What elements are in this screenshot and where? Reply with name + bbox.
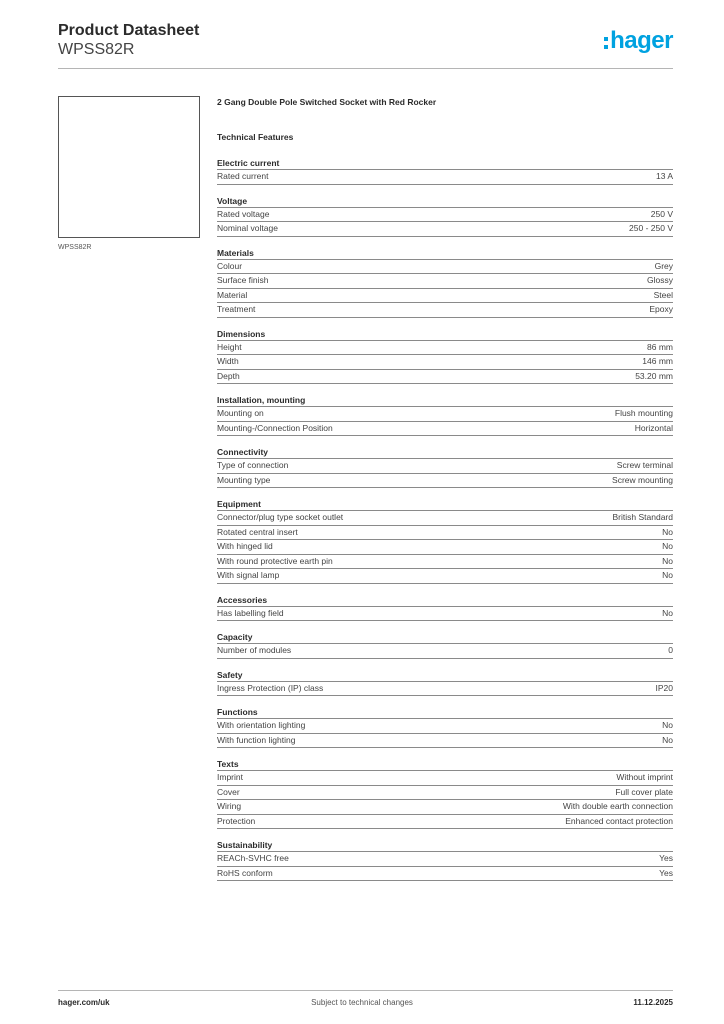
feature-row: [217, 555, 673, 570]
feature-row: [217, 407, 673, 422]
feature-row: [217, 422, 673, 437]
feature-value: Yes: [659, 867, 673, 878]
feature-section: [217, 669, 673, 697]
feature-row: [217, 852, 673, 867]
technical-features-title: Technical Features: [217, 132, 294, 142]
product-code: WPSS82R: [58, 41, 135, 58]
feature-row: [217, 771, 673, 786]
section-title: Accessories: [217, 594, 673, 607]
feature-value: No: [662, 526, 673, 537]
feature-label: Nominal voltage: [217, 223, 278, 233]
feature-value: Yes: [659, 853, 673, 863]
feature-row: [217, 208, 673, 223]
feature-label: REACh-SVHC free: [217, 853, 289, 863]
feature-value: 86 mm: [647, 341, 673, 352]
feature-label: Colour: [217, 260, 243, 271]
document-title: Product Datasheet: [58, 22, 200, 39]
feature-row: [217, 800, 673, 815]
feature-row: [217, 786, 673, 801]
feature-value: Without imprint: [616, 772, 673, 782]
feature-section: [217, 195, 673, 237]
feature-value: 0: [668, 645, 673, 655]
feature-value: IP20: [655, 682, 673, 693]
feature-section: [217, 157, 673, 185]
feature-label: Ingress Protection (IP) class: [217, 682, 324, 693]
feature-row: [217, 355, 673, 370]
feature-section: [217, 839, 673, 881]
feature-label: Cover: [217, 786, 240, 797]
feature-label: Surface finish: [217, 275, 269, 285]
feature-value: Horizontal: [634, 422, 673, 433]
footer-divider: [58, 990, 673, 991]
feature-section: [217, 394, 673, 436]
feature-row: [217, 644, 673, 659]
section-title: Sustainability: [217, 839, 673, 852]
feature-row: [217, 341, 673, 356]
feature-value: Screw terminal: [616, 460, 673, 470]
feature-section: [217, 328, 673, 385]
feature-section: [217, 706, 673, 748]
feature-row: [217, 474, 673, 489]
feature-value: Screw mounting: [612, 474, 673, 485]
feature-section: [217, 758, 673, 829]
section-title: Safety: [217, 669, 673, 682]
product-image-placeholder: [58, 96, 200, 238]
feature-section: [217, 631, 673, 659]
feature-row: [217, 734, 673, 749]
header-divider: [58, 68, 673, 69]
feature-row: [217, 526, 673, 541]
feature-sections: [217, 157, 673, 881]
feature-label: Height: [217, 341, 242, 352]
feature-row: [217, 260, 673, 275]
feature-section: [217, 446, 673, 488]
feature-value: No: [662, 555, 673, 566]
feature-row: [217, 569, 673, 584]
feature-value: 13 A: [655, 171, 673, 181]
feature-label: Protection: [217, 815, 256, 826]
feature-row: [217, 274, 673, 289]
feature-row: [217, 540, 673, 555]
section-title: Dimensions: [217, 328, 673, 341]
section-title: Equipment: [217, 498, 673, 511]
feature-label: With hinged lid: [217, 541, 273, 551]
product-description: 2 Gang Double Pole Switched Socket with Red Rocker: [217, 97, 437, 107]
feature-value: British Standard: [612, 512, 673, 522]
feature-section: [217, 594, 673, 622]
hager-logo: [604, 28, 673, 54]
logo-dots-icon: [604, 37, 608, 49]
feature-row: [217, 719, 673, 734]
feature-value: No: [662, 734, 673, 745]
feature-label: RoHS conform: [217, 867, 273, 878]
header: [58, 22, 673, 70]
feature-label: Connector/plug type socket outlet: [217, 512, 344, 522]
feature-label: Depth: [217, 370, 240, 381]
section-title: Functions: [217, 706, 673, 719]
section-title: Capacity: [217, 631, 673, 644]
feature-value: Glossy: [647, 275, 673, 285]
feature-row: [217, 459, 673, 474]
feature-value: Flush mounting: [614, 408, 673, 418]
feature-section: [217, 498, 673, 584]
feature-label: Has labelling field: [217, 607, 284, 618]
feature-value: No: [662, 607, 673, 618]
feature-row: [217, 289, 673, 304]
feature-row: [217, 607, 673, 622]
section-title: Connectivity: [217, 446, 673, 459]
feature-value: Enhanced contact protection: [565, 815, 673, 826]
feature-value: 146 mm: [642, 356, 673, 366]
feature-value: No: [662, 541, 673, 551]
feature-label: With round protective earth pin: [217, 555, 333, 566]
logo-text: hager: [610, 27, 673, 54]
feature-label: Rotated central insert: [217, 526, 298, 537]
feature-label: Mounting type: [217, 474, 271, 485]
feature-row: [217, 511, 673, 526]
footer-website[interactable]: hager.com/uk: [58, 998, 110, 1007]
footer-note: Subject to technical changes: [311, 998, 413, 1007]
section-title: Electric current: [217, 157, 673, 170]
feature-row: [217, 370, 673, 385]
feature-label: Number of modules: [217, 645, 292, 655]
feature-row: [217, 867, 673, 882]
section-title: Materials: [217, 247, 673, 260]
feature-value: Full cover plate: [615, 786, 673, 797]
datasheet-content: [217, 96, 673, 881]
feature-section: [217, 247, 673, 318]
feature-label: Rated voltage: [217, 208, 270, 219]
feature-label: Width: [217, 356, 239, 366]
footer-date: 11.12.2025: [633, 998, 673, 1007]
feature-label: Wiring: [217, 801, 242, 811]
feature-value: 250 V: [650, 208, 673, 219]
feature-label: With signal lamp: [217, 570, 280, 580]
feature-label: Imprint: [217, 772, 243, 782]
feature-label: Mounting-/Connection Position: [217, 422, 333, 433]
feature-label: Mounting on: [217, 408, 264, 418]
feature-value: Epoxy: [649, 304, 673, 314]
section-title: Voltage: [217, 195, 673, 208]
feature-value: No: [662, 570, 673, 580]
feature-value: 53.20 mm: [635, 370, 673, 381]
feature-value: With double earth connection: [562, 801, 673, 811]
feature-value: No: [662, 720, 673, 730]
feature-value: Grey: [654, 260, 673, 271]
feature-label: Rated current: [217, 171, 269, 181]
section-title: Texts: [217, 758, 673, 771]
feature-label: With function lighting: [217, 734, 296, 745]
feature-label: With orientation lighting: [217, 720, 306, 730]
product-image-caption: WPSS82R: [58, 244, 92, 251]
feature-row: [217, 303, 673, 318]
section-title: Installation, mounting: [217, 394, 673, 407]
feature-value: 250 - 250 V: [629, 223, 673, 233]
feature-value: Steel: [653, 289, 673, 300]
feature-label: Material: [217, 289, 248, 300]
feature-row: [217, 222, 673, 237]
feature-label: Type of connection: [217, 460, 289, 470]
feature-row: [217, 170, 673, 185]
feature-label: Treatment: [217, 304, 256, 314]
feature-row: [217, 682, 673, 697]
feature-row: [217, 815, 673, 830]
